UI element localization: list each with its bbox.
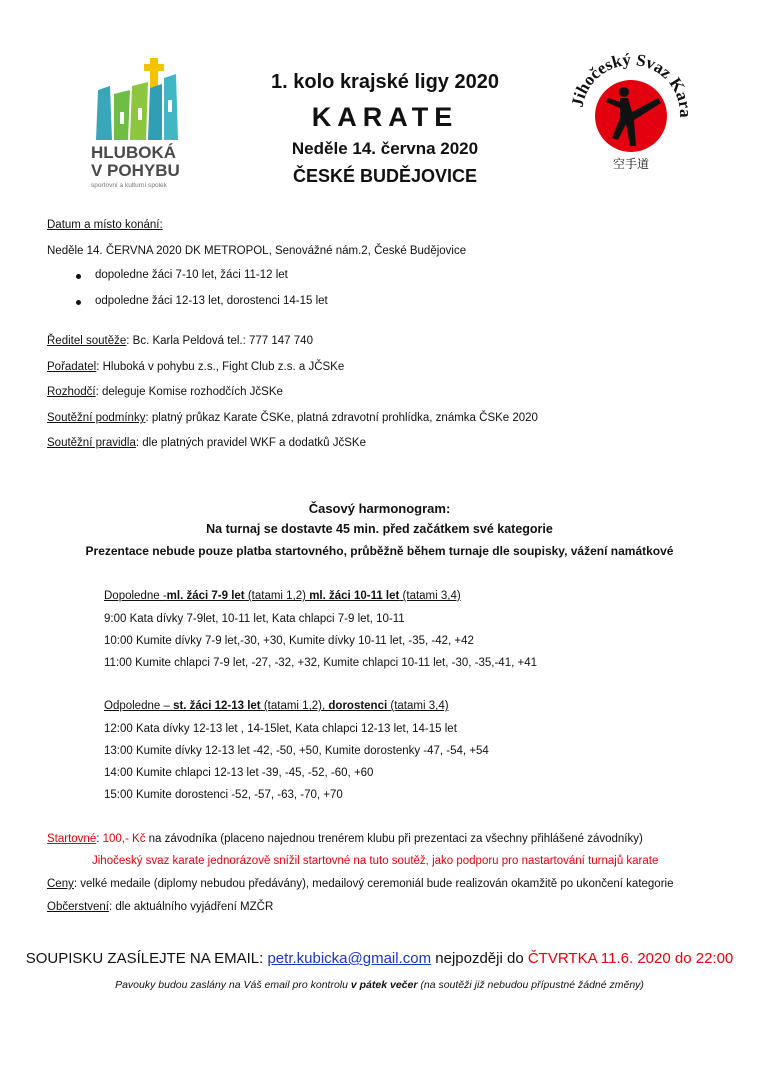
header-city: ČESKÉ BUDĚJOVICE xyxy=(292,166,478,186)
info-label: Ředitel soutěže xyxy=(47,335,127,347)
brackets-note-emphasis: v pátek večer xyxy=(350,979,418,991)
bullet-dot xyxy=(76,300,81,305)
schedule-item: 14:00 Kumite chlapci 12-13 let -39, -45, -52, -60, +60 xyxy=(104,767,374,779)
fee-label: Startovné xyxy=(47,833,97,845)
info-value: : Bc. Karla Peldová tel.: 777 147 740 xyxy=(126,335,313,347)
afternoon-heading-part: (tatami 3,4) xyxy=(387,700,449,712)
fee-line xyxy=(47,832,643,846)
info-value: : Hluboká v pohybu z.s., Fight Club z.s. a JČSKe xyxy=(96,361,345,373)
schedule-note-registration: Prezentace nebude pouze platba startovného, průběžně během turnaje dle soupisky, vážení namátkové xyxy=(85,544,674,558)
afternoon-heading-group: st. žáci 12-13 let xyxy=(173,700,261,712)
signup-deadline: ČTVRTKA 11.6. 2020 do 22:00 xyxy=(527,950,734,967)
logo-ring-text: Jihočeský Svaz Kara xyxy=(567,49,696,118)
fee-colon: : xyxy=(96,833,103,845)
schedule-item: 11:00 Kumite chlapci 7-9 let, -27, -32, +32, Kumite chlapci 10-11 let, -30, -35,-41, +41 xyxy=(104,657,537,669)
refreshments-label: Občerstvení xyxy=(47,901,109,913)
afternoon-heading-group: dorostenci xyxy=(328,700,388,712)
schedule-item: 15:00 Kumite dorostenci -52, -57, -63, -70, +70 xyxy=(104,789,343,801)
schedule-item: 9:00 Kata dívky 7-9let, 10-11 let, Kata chlapci 7-9 let, 10-11 xyxy=(104,613,405,625)
info-organizer xyxy=(47,360,344,374)
refreshments-line xyxy=(47,900,273,914)
signup-prefix: SOUPISKU ZASÍLEJTE NA EMAIL: xyxy=(25,950,268,967)
prizes-line xyxy=(47,877,673,891)
fee-rest: na závodníka (placeno najednou trenérem klubu při prezentaci za všechny přihlášené závodníky) xyxy=(145,833,643,845)
logo-glyphs: 空手道 xyxy=(612,157,650,171)
fee-amount: 100,- Kč xyxy=(102,833,146,845)
venue-bullet-morning: dopoledne žáci 7-10 let, žáci 11-12 let xyxy=(95,269,288,281)
schedule-title: Časový harmonogram: xyxy=(308,501,451,516)
venue-label: Datum a místo konání: xyxy=(47,219,163,231)
prizes-value: : velké medaile (diplomy nebudou předávány), medailový ceremoniál bude realizován okamžitě po ukončení kategorie xyxy=(73,878,674,890)
afternoon-heading-part: (tatami 1,2), xyxy=(260,700,329,712)
morning-heading xyxy=(104,589,461,603)
bullet-dot xyxy=(76,274,81,279)
info-label: Pořadatel xyxy=(47,361,97,373)
info-referees xyxy=(47,385,283,399)
afternoon-heading-part: Odpoledne – xyxy=(104,700,174,712)
refreshments-value: : dle aktuálního vyjádření MZČR xyxy=(109,901,274,913)
info-director xyxy=(47,334,313,348)
brackets-note-part: (na soutěži již nebudou přípustné žádné změny) xyxy=(417,979,644,991)
morning-heading-group: ml. žáci 7-9 let xyxy=(166,590,245,602)
morning-heading-part: (tatami 1,2) xyxy=(244,590,310,602)
jihocesky-svaz-karate-logo xyxy=(562,48,700,174)
fee-red-note: Jihočeský svaz karate jednorázově snížil startovné na tuto soutěž, jako podporu pro nastartování turnajů karate xyxy=(92,855,659,867)
brackets-note-part: Pavouky budou zaslány na Váš email pro kontrolu xyxy=(115,979,351,991)
info-value: : dle platných pravidel WKF a dodatků JčSKe xyxy=(135,437,366,449)
header-date: Neděle 14. června 2020 xyxy=(291,139,479,158)
schedule-item: 10:00 Kumite dívky 7-9 let,-30, +30, Kumite dívky 10-11 let, -35, -42, +42 xyxy=(104,635,474,647)
signup-line xyxy=(0,950,759,967)
header-sport: KARATE xyxy=(311,102,459,132)
venue-bullet-afternoon: odpoledne žáci 12-13 let, dorostenci 14-15 let xyxy=(95,295,328,307)
header-league: 1. kolo krajské ligy 2020 xyxy=(271,71,499,93)
logo-text-2: V POHYBU xyxy=(91,161,180,180)
morning-heading-part: Dopoledne - xyxy=(104,590,167,602)
header-title-block xyxy=(215,68,555,190)
schedule-item: 13:00 Kumite dívky 12-13 let -42, -50, +50, Kumite dorostenky -47, -54, +54 xyxy=(104,745,489,757)
logo-text-3: sportovní a kulturní spolek xyxy=(91,182,167,189)
afternoon-heading xyxy=(104,699,449,713)
info-rules xyxy=(47,436,366,450)
schedule-note-arrival: Na turnaj se dostavte 45 min. před začátkem své kategorie xyxy=(206,522,553,536)
morning-heading-group: ml. žáci 10-11 let xyxy=(309,590,400,602)
info-value: : platný průkaz Karate ČSKe, platná zdravotní prohlídka, známka ČSKe 2020 xyxy=(145,412,538,424)
logo-text-1: HLUBOKÁ xyxy=(91,143,176,162)
signup-middle: nejpozději do xyxy=(431,950,528,967)
info-conditions xyxy=(47,411,538,425)
prizes-label: Ceny xyxy=(47,878,74,890)
morning-heading-part: (tatami 3,4) xyxy=(399,590,461,602)
signup-email-link[interactable]: petr.kubicka@gmail.com xyxy=(267,950,432,967)
schedule-item: 12:00 Kata dívky 12-13 let , 14-15let, Kata chlapci 12-13 let, 14-15 let xyxy=(104,723,457,735)
info-label: Soutěžní podmínky xyxy=(47,412,146,424)
info-value: : deleguje Komise rozhodčích JčSKe xyxy=(95,386,283,398)
brackets-note xyxy=(0,979,759,991)
info-label: Rozhodčí xyxy=(47,386,96,398)
info-label: Soutěžní pravidla xyxy=(47,437,136,449)
venue-date-place: Neděle 14. ČERVNA 2020 DK METROPOL, Senovážné nám.2, České Budějovice xyxy=(47,245,467,257)
hluboka-v-pohybu-logo xyxy=(58,42,208,192)
